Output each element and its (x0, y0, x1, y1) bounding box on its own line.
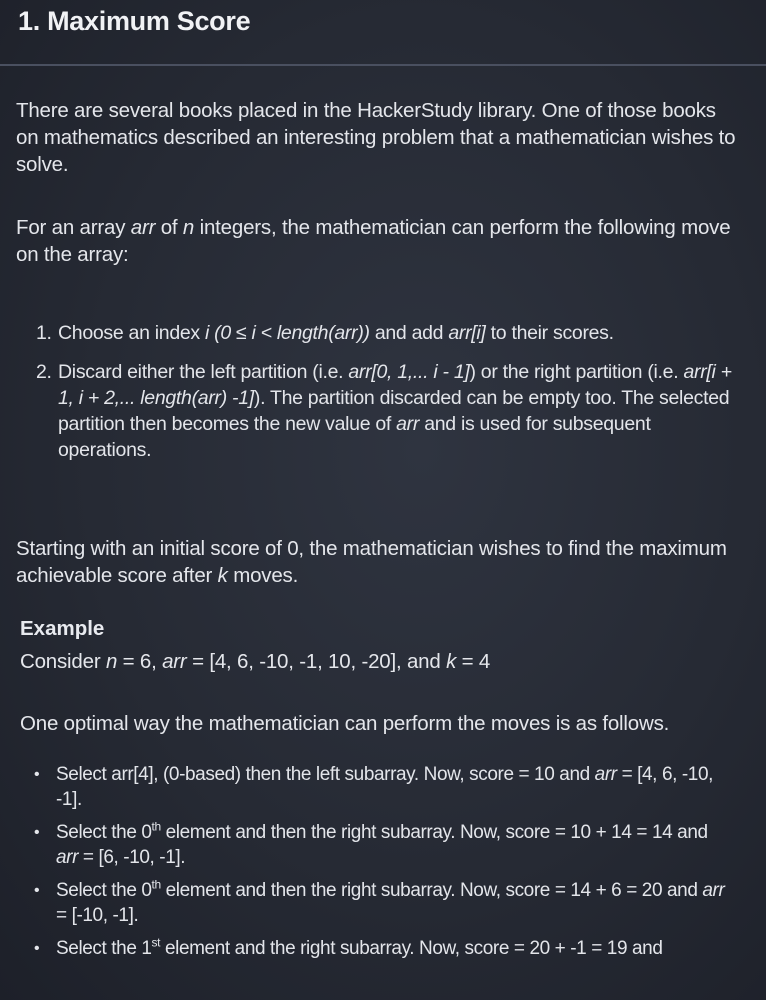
bullet-icon: • (34, 824, 40, 841)
text-segment: = [4, 6, -10, -1, 10, -20], and (186, 650, 447, 673)
var-n: n (182, 216, 195, 239)
list-item (34, 936, 734, 961)
text-segment: Select arr[4], (0-based) then the left subarray. Now, score = 10 and (56, 764, 595, 785)
var-arr: arr (162, 650, 187, 673)
text-segment: = [-10, -1]. (56, 905, 139, 926)
bullet-icon: • (34, 882, 40, 899)
text-segment: = [6, -10, -1]. (78, 847, 186, 868)
list-item (34, 820, 734, 870)
step-number: 2. (36, 361, 52, 383)
var-k: k (217, 564, 228, 587)
text-segment: Starting with an initial score of 0, the mathematician wishes to find the maximum achievable score after (16, 537, 727, 587)
left-partition: arr[0, 1,... i - 1] (348, 361, 470, 383)
text-segment: element and then the right subarray. Now, score = 14 + 6 = 20 and (160, 880, 703, 901)
move-intro-paragraph (16, 214, 736, 268)
text-segment: Choose an index (58, 322, 205, 344)
bullet-text (56, 820, 734, 870)
bullet-text (56, 878, 734, 928)
var-k: k (446, 650, 457, 673)
index-condition: i (0 ≤ i < length(arr)) (204, 322, 370, 344)
text-segment: ) or the right partition (i.e. (469, 361, 684, 383)
text-segment: Select the 1 (56, 938, 152, 959)
text-segment: Select the 0 (56, 880, 152, 901)
bullet-icon: • (34, 766, 40, 783)
text-segment: For an array (16, 216, 131, 239)
text-segment: integers, the mathematician can perform the following move on the array: (16, 216, 731, 266)
example-heading: Example (20, 617, 105, 640)
text-segment: ). The partition discarded can be empty too. The selected partition then becomes the new value of (58, 387, 730, 435)
ordinal-suffix: th (151, 819, 161, 834)
problem-title: 1. Maximum Score (18, 6, 251, 36)
title-divider (0, 64, 766, 66)
var-n: n (105, 650, 118, 673)
var-arr-i: arr[i] (448, 322, 486, 344)
optimal-intro: One optimal way the mathematician can perform the moves is as follows. (20, 712, 670, 735)
steps-bullet-list (34, 762, 734, 969)
text-segment: element and then the right subarray. Now, score = 10 + 14 = 14 and (160, 822, 708, 843)
text-segment: moves. (227, 564, 299, 587)
var-arr: arr (130, 216, 156, 239)
text-segment: element and the right subarray. Now, score = 20 + -1 = 19 and (160, 938, 663, 959)
var-arr: arr (396, 413, 420, 435)
text-segment: Discard either the left partition (i.e. (58, 361, 349, 383)
list-item (34, 762, 734, 812)
text-segment: of (155, 216, 183, 239)
example-statement (20, 650, 490, 674)
var-arr: arr (594, 764, 617, 785)
text-segment: and add (369, 322, 449, 344)
ordinal-suffix: st (151, 935, 161, 950)
moves-list (36, 320, 736, 476)
move-step-1 (36, 320, 736, 346)
list-item (34, 878, 734, 928)
text-segment: Consider (20, 650, 106, 673)
text-segment: to their scores. (485, 322, 614, 344)
step-text (58, 320, 736, 346)
text-segment: and is used for subsequent operations. (58, 413, 651, 461)
var-arr: arr (56, 847, 79, 868)
right-partition: arr[i + 1, i + 2,... length(arr) -1] (58, 361, 732, 409)
var-arr: arr (702, 880, 725, 901)
goal-paragraph (16, 535, 736, 589)
text-segment: = 6, (117, 650, 163, 673)
bullet-icon: • (34, 940, 40, 957)
step-number: 1. (36, 322, 52, 344)
text-segment: = 4 (456, 650, 491, 673)
move-step-2 (36, 359, 736, 463)
intro-paragraph: There are several books placed in the HackerStudy library. One of those books on mathematics described an interesting problem that a mathematician wishes to solve. (16, 99, 736, 176)
text-segment: = [4, 6, -10, -1]. (56, 764, 714, 810)
step-text (58, 359, 736, 463)
bullet-text (56, 936, 734, 961)
ordinal-suffix: th (151, 877, 161, 892)
bullet-text (56, 762, 734, 812)
text-segment: Select the 0 (56, 822, 152, 843)
